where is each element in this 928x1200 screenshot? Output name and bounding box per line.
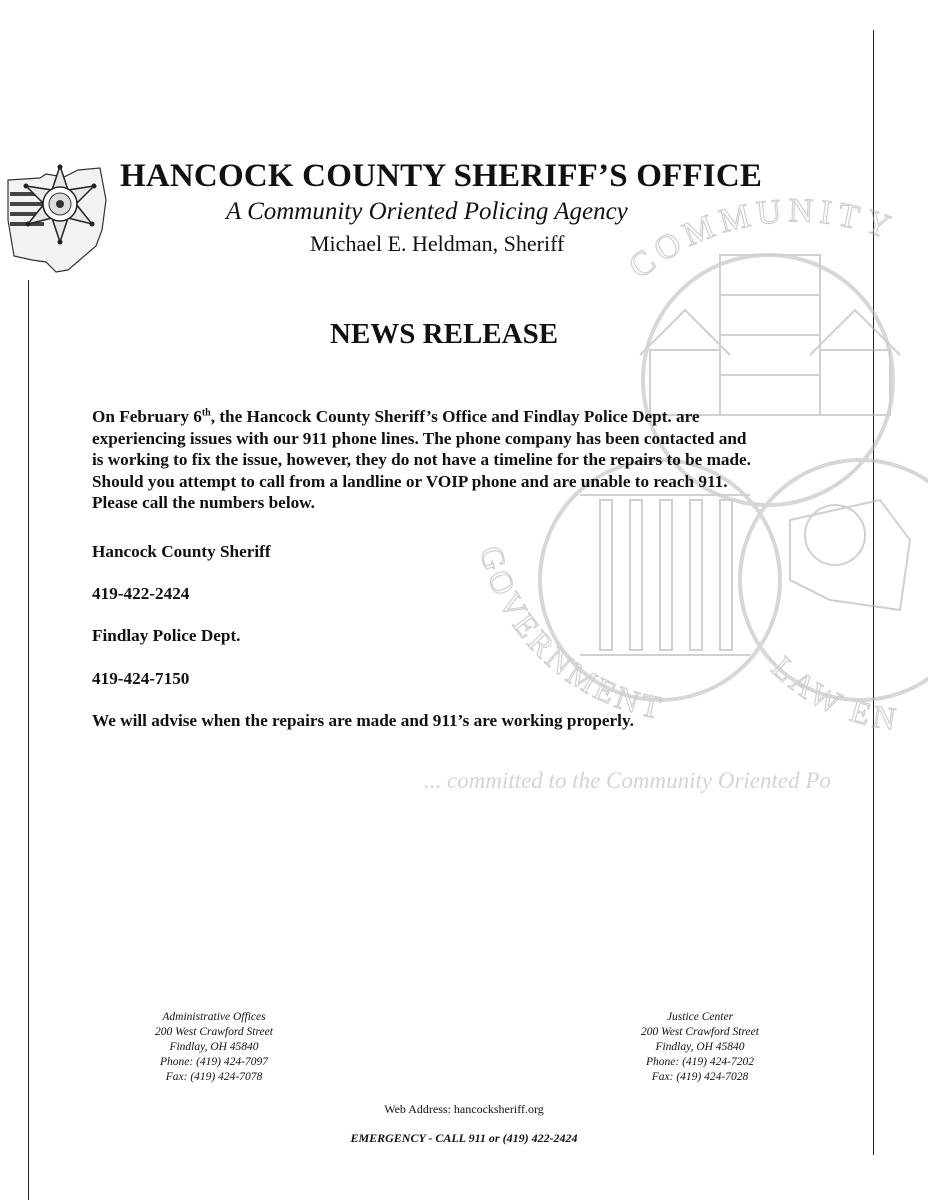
emergency-line: EMERGENCY - CALL 911 or (419) 422-2424	[350, 1131, 578, 1145]
agency-title: HANCOCK COUNTY SHERIFF’S OFFICE	[120, 158, 763, 194]
contact-police-phone: 419-424-7150	[92, 669, 190, 688]
contact-sheriff-phone: 419-422-2424	[92, 584, 190, 603]
paragraph-line-1-rest: , the Hancock County Sheriff’s Office and Findlay Police Dept. are	[210, 407, 700, 426]
agency-subtitle: A Community Oriented Policing Agency	[226, 198, 628, 225]
web-address: Web Address: hancocksheriff.org	[384, 1102, 544, 1116]
paragraph-line	[92, 406, 812, 428]
admin-offices-address	[114, 1010, 314, 1085]
address-fax: Fax: (419) 424-7028	[651, 1071, 749, 1083]
address-fax: Fax: (419) 424-7078	[165, 1071, 263, 1083]
date-text: On February 6	[92, 407, 202, 426]
sheriff-badge-logo	[2, 160, 114, 275]
address-street: 200 West Crawford Street	[641, 1026, 759, 1038]
paragraph-line: Please call the numbers below.	[92, 493, 315, 512]
address-name: Justice Center	[666, 1011, 734, 1023]
address-city: Findlay, OH 45840	[169, 1041, 259, 1053]
seal-tagline: ... committed to the Community Oriented Po	[424, 768, 831, 793]
justice-center-address	[600, 1010, 800, 1085]
paragraph-line: is working to fix the issue, however, they do not have a timeline for the repairs to be made.	[92, 450, 751, 469]
contact-sheriff-name: Hancock County Sheriff	[92, 542, 271, 561]
closing-statement: We will advise when the repairs are made and 911’s are working properly.	[92, 711, 634, 730]
address-phone: Phone: (419) 424-7097	[160, 1056, 268, 1068]
seal-top-text: COMMUNITY	[622, 192, 901, 287]
sheriff-name: Michael E. Heldman, Sheriff	[310, 231, 565, 256]
left-margin-line	[28, 280, 29, 1200]
release-paragraph	[92, 406, 812, 514]
seal-left-text: GOVERNMENT	[472, 541, 668, 727]
address-street: 200 West Crawford Street	[155, 1026, 273, 1038]
svg-text:LAW EN	[765, 649, 902, 738]
address-city: Findlay, OH 45840	[655, 1041, 745, 1053]
paragraph-line: Should you attempt to call from a landline or VOIP phone and are unable to reach 911.	[92, 471, 728, 491]
seal-right-text: LAW EN	[765, 648, 903, 738]
svg-text:COMMUNITY	[622, 192, 901, 286]
svg-text:GOVERNMENT	[473, 542, 668, 726]
contact-police-name: Findlay Police Dept.	[92, 626, 241, 645]
news-release-heading: NEWS RELEASE	[330, 318, 559, 350]
address-phone: Phone: (419) 424-7202	[646, 1056, 754, 1068]
address-name: Administrative Offices	[162, 1011, 266, 1023]
paragraph-line: experiencing issues with our 911 phone lines. The phone company has been contacted and	[92, 428, 747, 448]
date-ordinal: th	[201, 407, 211, 419]
